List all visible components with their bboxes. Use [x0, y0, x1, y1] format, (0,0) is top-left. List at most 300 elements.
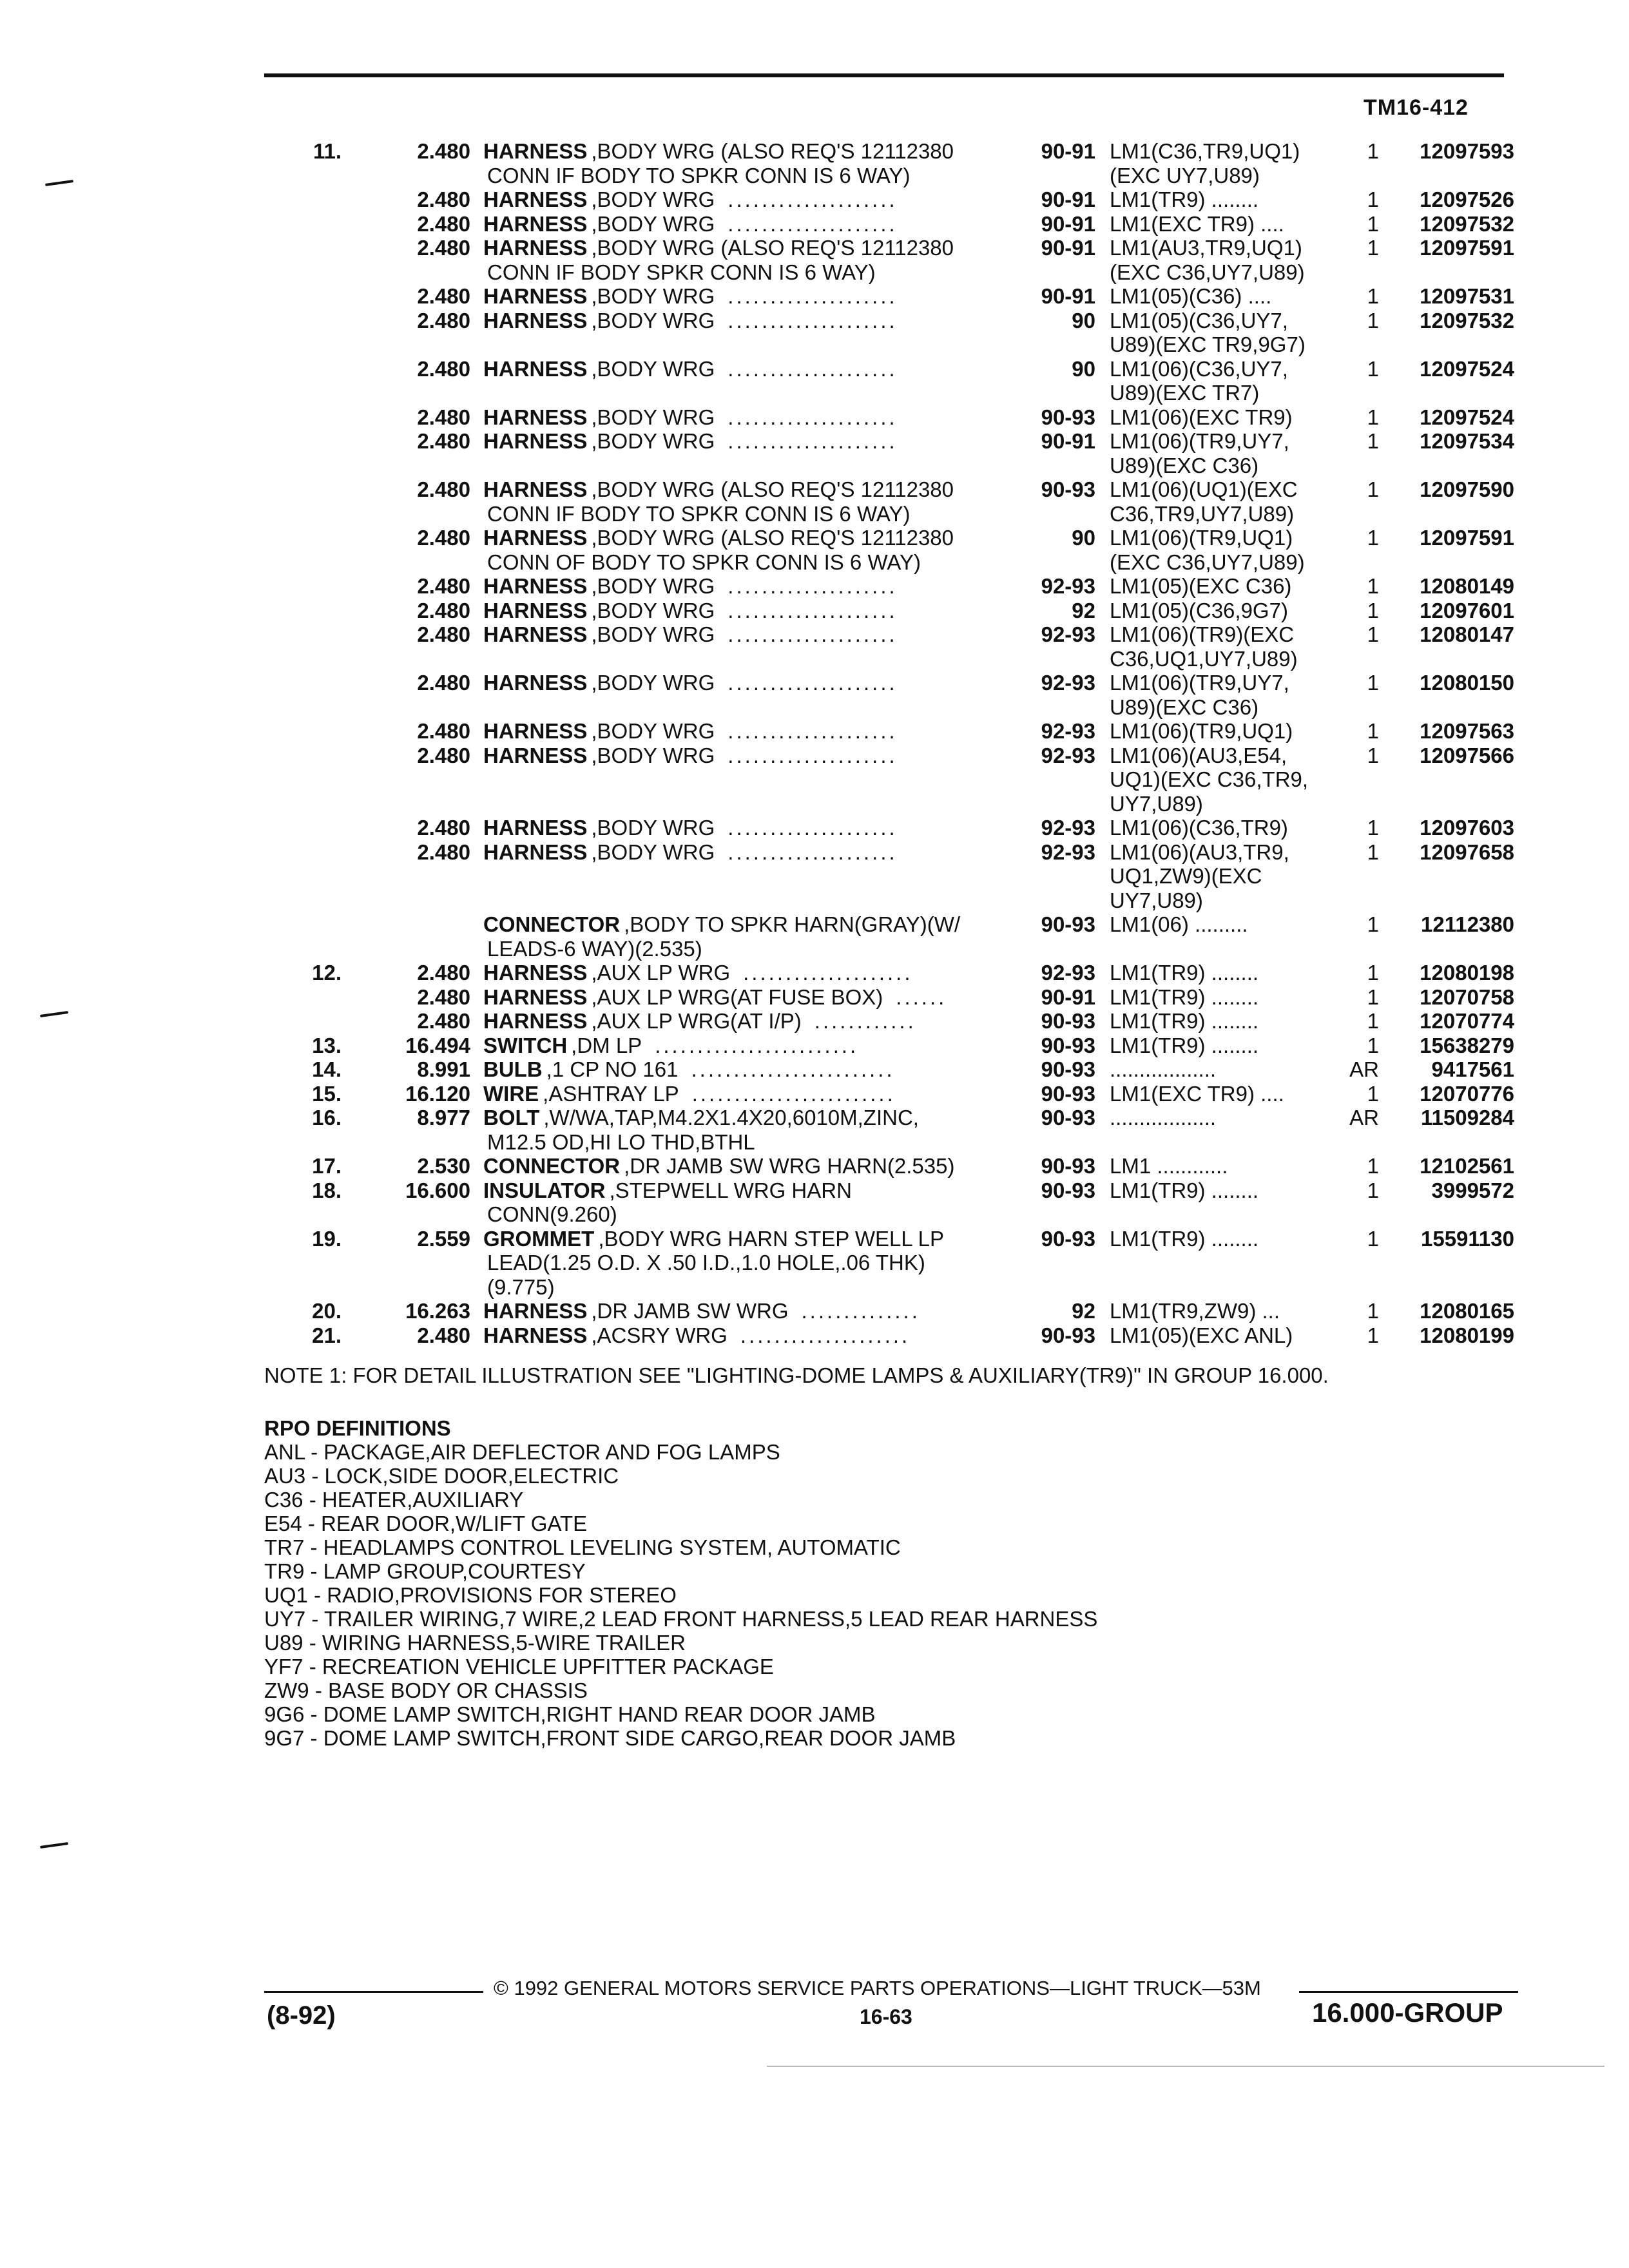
part-name: HARNESS — [483, 1323, 588, 1347]
part-description — [483, 332, 487, 357]
part-number: 11509284 — [1420, 1106, 1514, 1129]
part-detail: ,BODY WRG — [591, 405, 715, 429]
leader-dots: .................... — [728, 622, 898, 646]
page-number: 16-63 — [860, 2005, 912, 2028]
part-name: HARNESS — [483, 236, 588, 260]
part-description — [483, 1227, 944, 1251]
part-detail: ,BODY WRG (ALSO REQ'S 12112380 — [591, 139, 954, 163]
rpo-list — [264, 1440, 1097, 1750]
sub-group: 16.120 — [405, 1081, 470, 1106]
leader-dots: .................... — [728, 211, 898, 236]
part-name: SWITCH — [483, 1033, 568, 1057]
model-years: 90-93 — [1041, 477, 1095, 501]
part-description — [483, 840, 898, 865]
quantity: 1 — [1367, 1323, 1379, 1347]
quantity: 1 — [1367, 1081, 1379, 1106]
quantity: 1 — [1367, 961, 1379, 985]
part-number: 12097591 — [1420, 236, 1514, 260]
footer-date-code: (8-92) — [267, 2001, 336, 2030]
part-description — [483, 212, 898, 236]
part-number: 12097563 — [1420, 719, 1514, 743]
part-detail: ,BODY WRG — [591, 598, 715, 622]
part-name: HARNESS — [483, 405, 588, 429]
part-name: HARNESS — [483, 1009, 588, 1033]
table-row — [0, 767, 1629, 792]
usage: LM1(05)(EXC C36) — [1110, 574, 1292, 598]
usage: LM1(06)(TR9,UQ1) — [1110, 719, 1293, 743]
model-years: 90-93 — [1041, 1106, 1095, 1129]
document-id: TM16-412 — [1364, 95, 1469, 120]
table-row — [0, 744, 1629, 768]
sub-group: 2.480 — [417, 236, 470, 260]
quantity: 1 — [1367, 598, 1379, 622]
model-years: 90-91 — [1041, 236, 1095, 260]
ref-number: 18. — [312, 1178, 342, 1202]
part-description — [483, 429, 898, 454]
model-years: 90-93 — [1041, 1033, 1095, 1057]
ref-number: 11. — [313, 139, 342, 163]
table-row — [0, 429, 1629, 454]
sub-group: 16.600 — [405, 1178, 470, 1202]
quantity: AR — [1349, 1057, 1379, 1081]
part-detail: ,BODY WRG — [591, 622, 715, 646]
sub-group: 2.480 — [417, 1323, 470, 1347]
binder-hole-mark — [40, 1842, 68, 1849]
part-number: 12080198 — [1420, 961, 1514, 985]
part-number: 12102561 — [1420, 1154, 1514, 1178]
part-name: HARNESS — [483, 139, 588, 163]
part-description — [483, 550, 921, 575]
rpo-item: U89 - WIRING HARNESS,5-WIRE TRAILER — [264, 1631, 686, 1655]
sub-group: 2.480 — [417, 405, 470, 429]
part-name: HARNESS — [483, 356, 588, 381]
quantity: 1 — [1367, 622, 1379, 646]
sub-group: 2.480 — [417, 743, 470, 767]
quantity: 1 — [1367, 405, 1379, 429]
ref-number: 16. — [312, 1106, 342, 1129]
part-detail: M12.5 OD,HI LO THD,BTHL — [487, 1129, 755, 1154]
parts-table — [0, 139, 1629, 1347]
part-detail: CONN IF BODY TO SPKR CONN IS 6 WAY) — [487, 501, 911, 526]
part-description — [483, 1202, 617, 1227]
part-description — [483, 454, 487, 478]
table-row — [0, 574, 1629, 599]
table-row — [0, 1178, 1629, 1203]
table-row — [0, 695, 1629, 720]
quantity: 1 — [1367, 211, 1379, 236]
table-row — [0, 816, 1629, 840]
part-description — [483, 695, 487, 720]
usage: LM1(05)(EXC ANL) — [1110, 1323, 1293, 1347]
leader-dots: .................... — [728, 816, 898, 840]
leader-dots: .................... — [728, 598, 898, 622]
sub-group: 2.480 — [417, 1009, 470, 1033]
part-name: INSULATOR — [483, 1178, 606, 1202]
part-name: WIRE — [483, 1081, 539, 1106]
part-description — [483, 477, 954, 502]
part-description — [483, 284, 898, 309]
model-years: 92-93 — [1041, 816, 1095, 840]
usage: LM1(06)(AU3,E54, — [1110, 743, 1287, 767]
rpo-title: RPO DEFINITIONS — [264, 1416, 451, 1440]
model-years: 90-91 — [1041, 985, 1095, 1009]
part-number: 12097601 — [1420, 598, 1514, 622]
part-name: BOLT — [483, 1106, 540, 1129]
part-name: GROMMET — [483, 1226, 595, 1251]
part-detail: ,DR JAMB SW WRG HARN(2.535) — [624, 1154, 955, 1178]
model-years: 90-91 — [1041, 139, 1095, 163]
usage: (EXC C36,UY7,U89) — [1110, 550, 1305, 574]
part-description — [483, 1154, 954, 1178]
model-years: 90-93 — [1041, 912, 1095, 936]
part-name: HARNESS — [483, 671, 588, 695]
part-number: 12070758 — [1420, 985, 1514, 1009]
part-detail: CONN IF BODY TO SPKR CONN IS 6 WAY) — [487, 163, 911, 187]
usage: C36,TR9,UY7,U89) — [1110, 501, 1295, 526]
usage: LM1 ............ — [1110, 1154, 1228, 1178]
usage: LM1(06)(C36,TR9) — [1110, 816, 1288, 840]
table-row — [0, 1033, 1629, 1058]
part-number: 12097532 — [1420, 211, 1514, 236]
part-detail: ,BODY WRG HARN STEP WELL LP — [598, 1226, 945, 1251]
sub-group: 2.480 — [417, 211, 470, 236]
part-description — [483, 139, 954, 164]
usage: LM1(06)(EXC TR9) — [1110, 405, 1293, 429]
part-description — [483, 912, 960, 937]
leader-dots: .................... — [728, 743, 898, 767]
sub-group: 2.480 — [417, 308, 470, 332]
part-description — [483, 937, 702, 961]
usage: UQ1)(EXC C36,TR9, — [1110, 767, 1309, 791]
sub-group: 8.977 — [417, 1106, 470, 1129]
table-row — [0, 260, 1629, 285]
part-description — [483, 767, 487, 792]
part-detail: ,BODY WRG (ALSO REQ'S 12112380 — [591, 236, 954, 260]
part-description — [483, 985, 947, 1010]
footer-copyright: © 1992 GENERAL MOTORS SERVICE PARTS OPERATIONS—LIGHT TRUCK—53M — [494, 1977, 1261, 1999]
leader-dots: ........................ — [655, 1033, 859, 1057]
part-description — [483, 1178, 852, 1203]
part-detail: ,BODY WRG — [591, 840, 715, 864]
part-name: CONNECTOR — [483, 912, 621, 936]
part-name: CONNECTOR — [483, 1154, 621, 1178]
part-number: 12097531 — [1420, 284, 1514, 308]
part-detail: ,STEPWELL WRG HARN — [609, 1178, 852, 1202]
model-years: 90-93 — [1041, 1057, 1095, 1081]
ref-number: 15. — [312, 1081, 342, 1106]
table-row — [0, 671, 1629, 695]
model-years: 90-91 — [1041, 187, 1095, 211]
table-row — [0, 550, 1629, 575]
part-description — [483, 1323, 910, 1348]
part-number: 12097591 — [1420, 526, 1514, 550]
part-description — [483, 1275, 555, 1300]
part-number: 12097593 — [1420, 139, 1514, 163]
table-row — [0, 381, 1629, 405]
part-number: 12097566 — [1420, 743, 1514, 767]
part-name: HARNESS — [483, 284, 588, 308]
part-detail: ,BODY WRG (ALSO REQ'S 12112380 — [591, 477, 954, 501]
model-years: 90-93 — [1041, 1154, 1095, 1178]
footer-rule-left — [264, 1991, 483, 1993]
usage: LM1(TR9) ........ — [1110, 1178, 1259, 1202]
quantity: 1 — [1367, 1009, 1379, 1033]
part-description — [483, 889, 487, 913]
quantity: 1 — [1367, 816, 1379, 840]
sub-group: 2.480 — [417, 574, 470, 598]
part-description — [483, 1299, 920, 1323]
table-row — [0, 1251, 1629, 1275]
table-row — [0, 1106, 1629, 1130]
table-row — [0, 1299, 1629, 1323]
usage: LM1(TR9) ........ — [1110, 985, 1259, 1009]
table-row — [0, 332, 1629, 357]
part-description — [483, 260, 876, 285]
usage: LM1(06)(UQ1)(EXC — [1110, 477, 1298, 501]
table-row — [0, 719, 1629, 744]
model-years: 90-93 — [1041, 1178, 1095, 1202]
usage: LM1(06)(TR9)(EXC — [1110, 622, 1295, 646]
part-detail: ,ASHTRAY LP — [543, 1081, 679, 1106]
table-row — [0, 236, 1629, 260]
part-detail: ,BODY WRG — [591, 284, 715, 308]
leader-dots: .................... — [728, 429, 898, 453]
part-description — [483, 647, 487, 671]
table-row — [0, 792, 1629, 816]
part-detail: CONN(9.260) — [487, 1202, 617, 1226]
table-row — [0, 1323, 1629, 1348]
leader-dots: ............ — [814, 1009, 916, 1033]
usage: U89)(EXC TR9,9G7) — [1110, 332, 1306, 356]
part-description — [483, 357, 898, 381]
part-name: HARNESS — [483, 622, 588, 646]
sub-group: 2.480 — [417, 356, 470, 381]
part-description — [483, 187, 898, 212]
usage: U89)(EXC C36) — [1110, 453, 1259, 477]
part-number: 12112380 — [1420, 912, 1514, 936]
header-rule — [264, 73, 1504, 77]
part-name: HARNESS — [483, 840, 588, 864]
part-description — [483, 1033, 858, 1058]
table-row — [0, 502, 1629, 526]
quantity: 1 — [1367, 308, 1379, 332]
sub-group: 2.480 — [417, 719, 470, 743]
part-number: 12080150 — [1420, 671, 1514, 695]
rpo-item: 9G6 - DOME LAMP SWITCH,RIGHT HAND REAR DOOR JAMB — [264, 1702, 876, 1726]
part-detail: ,BODY WRG — [591, 356, 715, 381]
sub-group: 8.991 — [417, 1057, 470, 1081]
usage: (EXC UY7,U89) — [1110, 163, 1260, 187]
sub-group: 2.480 — [417, 816, 470, 840]
part-description — [483, 1130, 755, 1155]
part-number: 12070776 — [1420, 1081, 1514, 1106]
part-detail: ,W/WA,TAP,M4.2X1.4X20,6010M,ZINC, — [543, 1106, 919, 1129]
ref-number: 17. — [312, 1154, 342, 1178]
leader-dots: .............. — [801, 1299, 920, 1323]
part-name: HARNESS — [483, 743, 588, 767]
rpo-item: TR9 - LAMP GROUP,COURTESY — [264, 1559, 586, 1583]
quantity: 1 — [1367, 429, 1379, 453]
part-description — [483, 622, 898, 647]
part-number: 12097658 — [1420, 840, 1514, 864]
quantity: AR — [1349, 1106, 1379, 1129]
ref-number: 21. — [312, 1323, 342, 1347]
quantity: 1 — [1367, 526, 1379, 550]
part-number: 12070774 — [1420, 1009, 1514, 1033]
leader-dots: .................... — [728, 671, 898, 695]
usage: (EXC C36,UY7,U89) — [1110, 260, 1305, 284]
quantity: 1 — [1367, 139, 1379, 163]
part-number: 12080147 — [1420, 622, 1514, 646]
quantity: 1 — [1367, 719, 1379, 743]
part-description — [483, 1057, 895, 1082]
sub-group: 16.494 — [405, 1033, 470, 1057]
table-row — [0, 622, 1629, 647]
part-number: 12097532 — [1420, 308, 1514, 332]
part-detail: ,BODY WRG — [591, 574, 715, 598]
usage: LM1(05)(C36,UY7, — [1110, 308, 1288, 332]
usage: UY7,U89) — [1110, 791, 1203, 816]
leader-dots: .................... — [728, 356, 898, 381]
rpo-definitions — [264, 1416, 1097, 1750]
table-row — [0, 477, 1629, 502]
quantity: 1 — [1367, 743, 1379, 767]
leader-dots: .................... — [728, 187, 898, 211]
part-description — [483, 744, 898, 768]
usage: LM1(06)(TR9,UQ1) — [1110, 526, 1293, 550]
sub-group: 2.480 — [417, 985, 470, 1009]
part-detail: ,BODY WRG — [591, 719, 715, 743]
part-description — [483, 1009, 916, 1033]
part-detail: ,BODY WRG — [591, 308, 715, 332]
part-detail: (9.775) — [487, 1274, 555, 1299]
usage: LM1(AU3,TR9,UQ1) — [1110, 236, 1302, 260]
model-years: 90-93 — [1041, 405, 1095, 429]
model-years: 90 — [1072, 526, 1095, 550]
part-name: HARNESS — [483, 526, 588, 550]
quantity: 1 — [1367, 187, 1379, 211]
part-description — [483, 599, 898, 623]
table-row — [0, 912, 1629, 937]
leader-dots: .................... — [728, 574, 898, 598]
rpo-item: TR7 - HEADLAMPS CONTROL LEVELING SYSTEM, AUTOMATIC — [264, 1535, 901, 1559]
model-years: 90-93 — [1041, 1226, 1095, 1251]
leader-dots: .................... — [743, 961, 913, 985]
part-name: HARNESS — [483, 598, 588, 622]
usage: LM1(TR9) ........ — [1110, 1226, 1259, 1251]
ref-number: 12. — [312, 961, 342, 985]
rpo-item: E54 - REAR DOOR,W/LIFT GATE — [264, 1512, 588, 1535]
table-row — [0, 1130, 1629, 1155]
usage: LM1(06)(TR9,UY7, — [1110, 429, 1289, 453]
usage: UY7,U89) — [1110, 888, 1203, 912]
sub-group: 2.559 — [417, 1226, 470, 1251]
usage: U89)(EXC C36) — [1110, 695, 1259, 719]
usage: C36,UQ1,UY7,U89) — [1110, 646, 1298, 671]
quantity: 1 — [1367, 477, 1379, 501]
part-description — [483, 792, 487, 816]
part-detail: LEADS-6 WAY)(2.535) — [487, 936, 702, 961]
part-detail: ,BODY WRG — [591, 743, 715, 767]
part-detail: LEAD(1.25 O.D. X .50 I.D.,1.0 HOLE,.06 THK) — [487, 1251, 925, 1274]
quantity: 1 — [1367, 985, 1379, 1009]
part-name: HARNESS — [483, 574, 588, 598]
sub-group: 2.480 — [417, 477, 470, 501]
ref-number: 19. — [312, 1226, 342, 1251]
sub-group: 2.480 — [417, 671, 470, 695]
part-name: HARNESS — [483, 211, 588, 236]
part-description — [483, 816, 898, 840]
model-years: 92 — [1072, 1299, 1095, 1323]
table-row — [0, 1227, 1629, 1251]
part-detail: ,ACSRY WRG — [591, 1323, 728, 1347]
model-years: 90-91 — [1041, 429, 1095, 453]
part-number: 12097590 — [1420, 477, 1514, 501]
model-years: 90-93 — [1041, 1323, 1095, 1347]
part-description — [483, 1251, 925, 1275]
part-detail: ,BODY WRG — [591, 671, 715, 695]
quantity: 1 — [1367, 1154, 1379, 1178]
usage: LM1(TR9) ........ — [1110, 187, 1259, 211]
rpo-item: UY7 - TRAILER WIRING,7 WIRE,2 LEAD FRONT HARNESS,5 LEAD REAR HARNESS — [264, 1607, 1098, 1631]
part-description — [483, 405, 898, 430]
table-row — [0, 284, 1629, 309]
usage: U89)(EXC TR7) — [1110, 381, 1260, 405]
table-row — [0, 647, 1629, 671]
usage: .................. — [1110, 1106, 1217, 1129]
usage: LM1(C36,TR9,UQ1) — [1110, 139, 1300, 163]
part-number: 12097524 — [1420, 356, 1514, 381]
usage: LM1(06)(TR9,UY7, — [1110, 671, 1289, 695]
quantity: 1 — [1367, 1178, 1379, 1202]
table-row — [0, 1202, 1629, 1227]
table-row — [0, 1154, 1629, 1178]
part-description — [483, 164, 910, 188]
sub-group: 2.480 — [417, 622, 470, 646]
part-description — [483, 1106, 919, 1130]
sub-group: 2.480 — [417, 284, 470, 308]
table-row — [0, 1009, 1629, 1033]
usage: LM1(05)(C36,9G7) — [1110, 598, 1288, 622]
part-description — [483, 961, 913, 985]
part-number: 12097524 — [1420, 405, 1514, 429]
usage: LM1(05)(C36) .... — [1110, 284, 1272, 308]
part-name: HARNESS — [483, 719, 588, 743]
table-row — [0, 889, 1629, 913]
quantity: 1 — [1367, 284, 1379, 308]
leader-dots: .................... — [740, 1323, 911, 1347]
part-detail: ,1 CP NO 161 — [546, 1057, 679, 1081]
part-number: 15591130 — [1420, 1226, 1514, 1251]
part-name: HARNESS — [483, 308, 588, 332]
ref-number: 14. — [312, 1057, 342, 1081]
table-row — [0, 405, 1629, 430]
model-years: 92-93 — [1041, 622, 1095, 646]
model-years: 92-93 — [1041, 671, 1095, 695]
table-row — [0, 840, 1629, 865]
part-number: 3999572 — [1431, 1178, 1514, 1202]
leader-dots: .................... — [728, 284, 898, 308]
rpo-item: UQ1 - RADIO,PROVISIONS FOR STEREO — [264, 1583, 677, 1607]
part-name: HARNESS — [483, 816, 588, 840]
quantity: 1 — [1367, 1033, 1379, 1057]
table-row — [0, 937, 1629, 961]
quantity: 1 — [1367, 574, 1379, 598]
part-number: 12080199 — [1420, 1323, 1514, 1347]
model-years: 90-91 — [1041, 211, 1095, 236]
part-description — [483, 502, 910, 526]
table-row — [0, 357, 1629, 381]
